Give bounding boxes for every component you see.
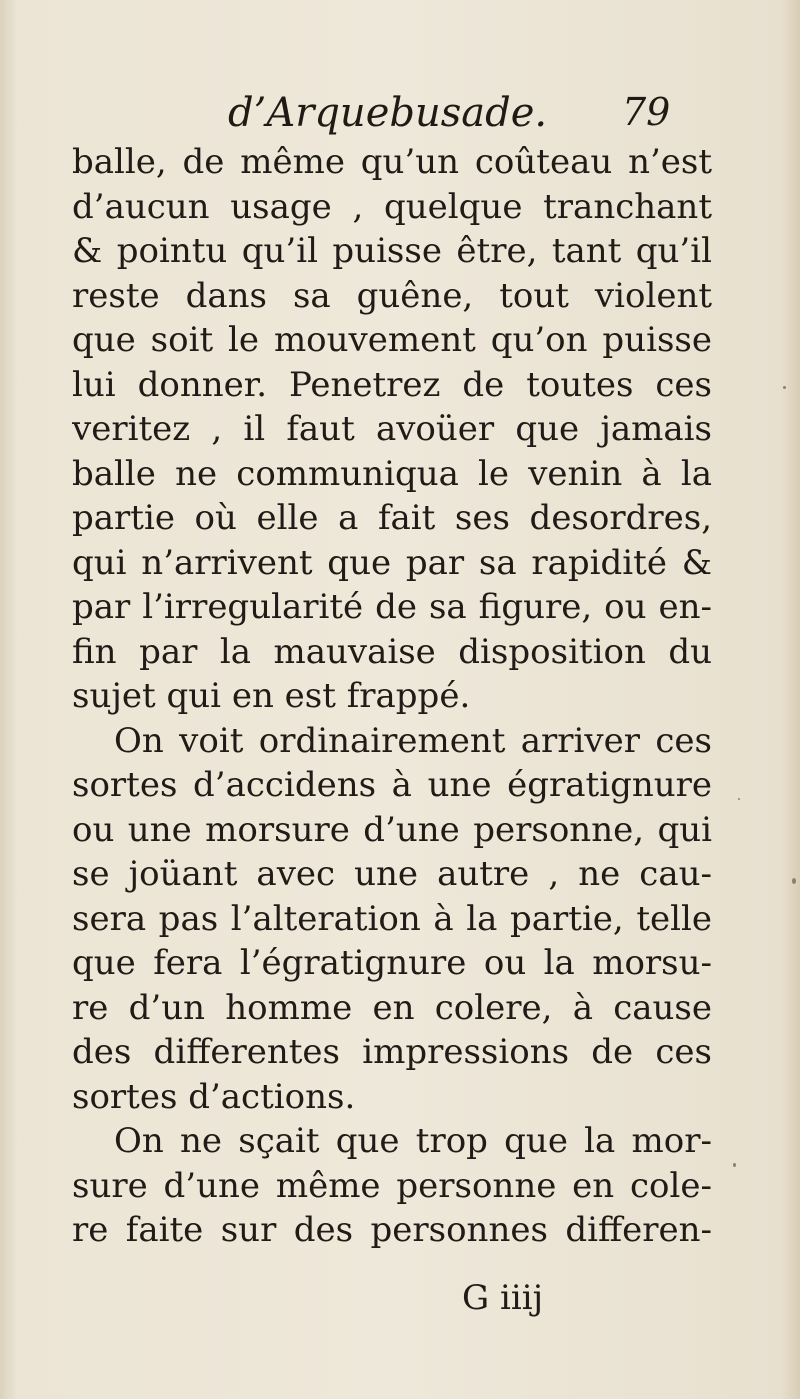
text-line: balle, de même qu’un coûteau n’est xyxy=(72,142,712,182)
text-line: fin par la mauvaise disposition du xyxy=(72,631,712,672)
paper-speck xyxy=(792,878,796,884)
body-text xyxy=(72,140,712,1253)
text-line: sure d’une même personne en cole- xyxy=(72,1165,712,1206)
text-line: lui donner. Penetrez de toutes ces xyxy=(72,364,712,405)
text-line: sera pas l’alteration à la partie, telle xyxy=(72,898,712,939)
text-line: balle ne communiqua le venin à la xyxy=(72,453,712,494)
signature-mark: G iiij xyxy=(462,1278,544,1318)
page-number: 79 xyxy=(622,90,671,134)
page-header xyxy=(0,82,800,142)
text-line: ou une morsure d’une personne, qui xyxy=(72,809,712,850)
text-line: partie où elle a fait ses desordres, xyxy=(72,498,712,538)
text-line: reste dans sa guêne, tout violent xyxy=(72,275,712,316)
text-line: re d’un homme en colere, à cause xyxy=(72,987,712,1028)
text-line: qui n’arrivent que par sa rapidité & xyxy=(72,542,712,583)
text-line: re faite sur des personnes differen- xyxy=(72,1210,712,1250)
paper-speck xyxy=(783,386,786,389)
text-line: sortes d’accidens à une égratignure xyxy=(72,765,712,805)
text-line: que soit le mouvement qu’on puisse xyxy=(72,320,712,360)
text-line: On ne sçait que trop que la mor- xyxy=(114,1121,712,1161)
paper-speck xyxy=(733,1163,736,1167)
text-line: par l’irregularité de sa figure, ou en- xyxy=(72,587,712,627)
text-line: veritez , il faut avoüer que jamais xyxy=(72,409,712,449)
text-line: sortes d’actions. xyxy=(72,1076,356,1117)
running-title: d’Arquebusade. xyxy=(228,90,548,136)
text-line: & pointu qu’il puisse être, tant qu’il xyxy=(72,231,712,271)
text-line: sujet qui en est frappé. xyxy=(72,676,471,716)
paper-speck xyxy=(738,798,740,800)
text-line: d’aucun usage , quelque tranchant xyxy=(72,186,712,227)
text-line: On voit ordinairement arriver ces xyxy=(114,720,712,761)
text-line: que fera l’égratignure ou la morsu- xyxy=(72,943,712,983)
text-line: se joüant avec une autre , ne cau- xyxy=(72,854,712,894)
text-line: des differentes impressions de ces xyxy=(72,1032,712,1072)
